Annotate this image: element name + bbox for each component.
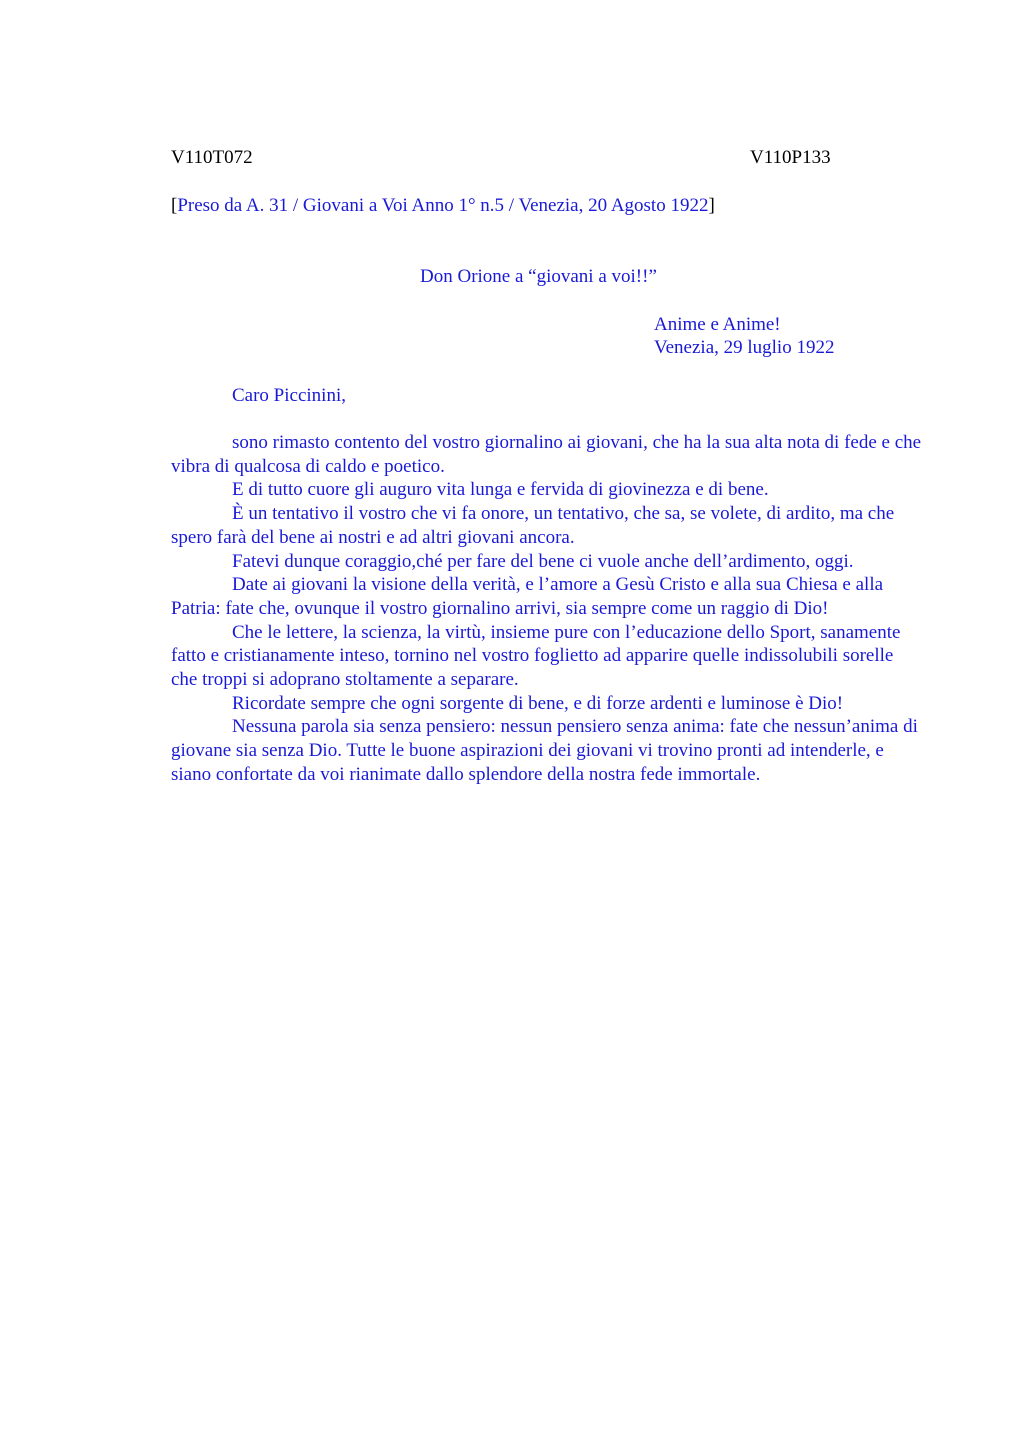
body-paragraph: È un tentativo il vostro che vi fa onore, un tentativo, che sa, se volete, di ardito, ma che spero farà del bene ai nostri e ad altri giovani ancora. <box>171 503 895 548</box>
body-paragraph: Ricordate sempre che ogni sorgente di bene, e di forze ardenti e luminose è Dio! <box>232 692 844 714</box>
letter-title: Don Orione a “giovani a voi!!” <box>420 266 657 287</box>
document-ref-left: V110T072 <box>171 147 253 168</box>
body-paragraph: Date ai giovani la visione della verità, e l’amore a Gesù Cristo e alla sua Chiesa e alla Patria: fate che, ovunque il vostro giornalino arrivi, sia sempre come un raggio di Dio! <box>171 574 884 619</box>
letter-body <box>171 431 923 787</box>
body-paragraph: E di tutto cuore gli auguro vita lunga e fervida di giovinezza e di bene. <box>232 479 769 501</box>
source-note <box>171 194 715 218</box>
source-open-bracket: [ <box>171 195 178 216</box>
letter-salutation: Caro Piccinini, <box>232 385 346 406</box>
body-paragraph: Nessuna parola sia senza pensiero: nessun pensiero senza anima: fate che nessun’anima di giovane sia senza Dio. Tutte le buone aspirazioni dei giovani vi trovino pronti ad intenderle, e siano confortate da voi rianimate dallo splendore della nostra fede immortale. <box>171 716 918 785</box>
document-ref-right: V110P133 <box>750 147 831 168</box>
body-paragraph: Che le lettere, la scienza, la virtù, insieme pure con l’educazione dello Sport, sanamente fatto e cristianamente inteso, tornino nel vostro foglietto ad apparire quelle indissolubili sorelle che troppi si adoprano stoltamente a separare. <box>171 621 901 691</box>
source-close-bracket: ] <box>708 195 715 216</box>
dateline-motto: Anime e Anime! <box>654 314 781 335</box>
dateline-place-date: Venezia, 29 luglio 1922 <box>654 337 835 358</box>
body-paragraph: Fatevi dunque coraggio,ché per fare del bene ci vuole anche dell’ardimento, oggi. <box>232 550 854 572</box>
body-paragraph: sono rimasto contento del vostro giornalino ai giovani, che ha la sua alta nota di fede e che vibra di qualcosa di caldo e poetico. <box>171 432 922 477</box>
letter-dateline <box>654 313 834 359</box>
source-text: Preso da A. 31 / Giovani a Voi Anno 1° n.5 / Venezia, 20 Agosto 1922 <box>177 195 709 216</box>
